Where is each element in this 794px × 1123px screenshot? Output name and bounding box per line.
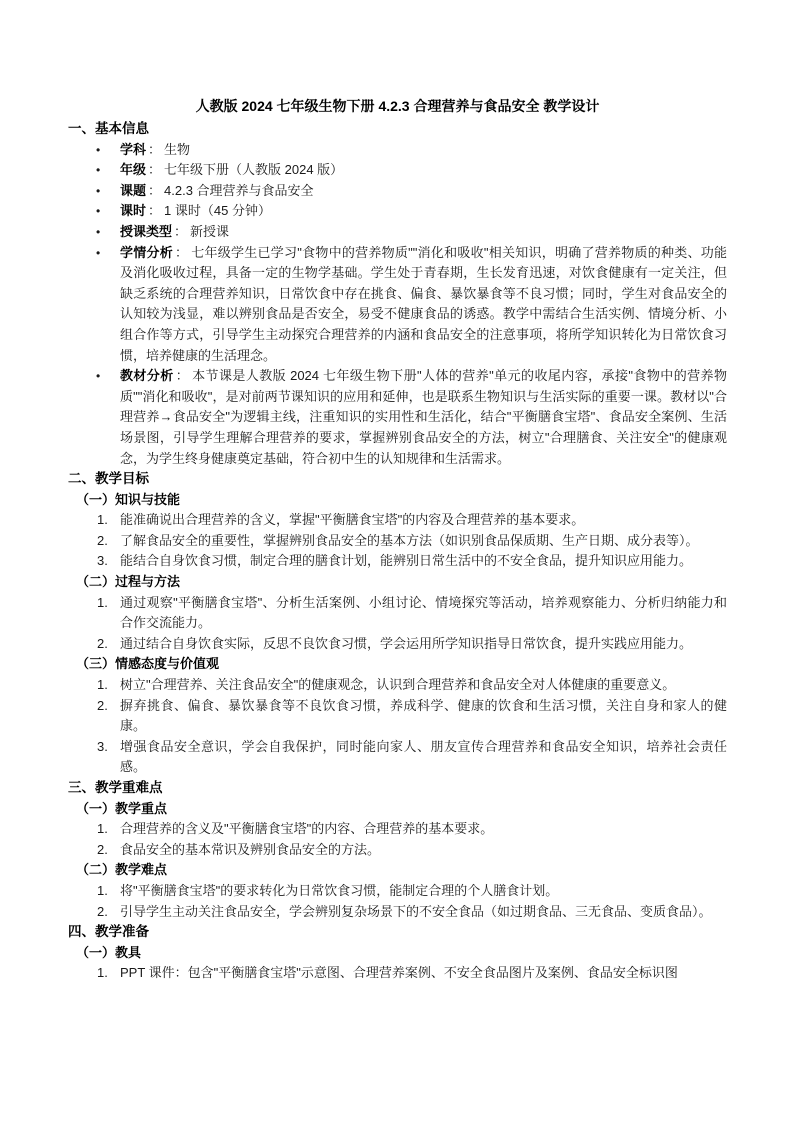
bullet-item-subject: [68, 140, 727, 161]
section-heading-objectives: 二、教学目标: [68, 471, 149, 487]
key-focus-list: [68, 819, 727, 860]
item-value: 1 课时（45 分钟）: [164, 203, 271, 219]
document-title: 人教版 2024 七年级生物下册 4.2.3 合理营养与食品安全 教学设计: [195, 98, 600, 114]
bullet-item-period: [68, 201, 727, 222]
numbered-item: [68, 675, 727, 696]
numbered-item: [68, 696, 727, 737]
numbered-item: [68, 963, 727, 984]
item-number: 2.: [97, 903, 108, 919]
item-number: 1.: [97, 965, 108, 981]
item-colon: ：: [174, 223, 188, 239]
section-heading-preparation: 四、教学准备: [68, 924, 149, 940]
difficulties-list: [68, 881, 727, 922]
process-methods-list: [68, 593, 727, 655]
numbered-item: [68, 902, 727, 923]
item-text: 能结合自身饮食习惯，制定合理的膳食计划，能辨别日常生活中的不安全食品，提升知识应用能力。: [120, 553, 693, 569]
subsection-heading-process-methods: （二）过程与方法: [76, 574, 181, 590]
item-number: 2.: [97, 532, 108, 548]
section-heading-key-points: 三、教学重难点: [68, 780, 163, 795]
item-label: 学科: [120, 141, 147, 157]
item-value: 本节课是人教版 2024 七年级生物下册"人体的营养"单元的收尾内容，承接"食物中的营养物质""消化和吸收"，是对前两节课知识的应用和延伸，也是联系生物知识与生活实际的重要一课。教材以"合理营养→食品安全"为逻辑主线，注重知识的实用性和生活化，结合"平衡膳食宝塔"、食品安全案例、生活场景图，引导学生理解合理营养的要求，掌握辨别食品安全的方法，树立"合理膳食、关注安全"的健康观念，为学生终身健康奠定基础，符合初中生的认知规律和生活需求。: [120, 368, 727, 466]
bullet-icon: •: [96, 142, 101, 157]
item-text: PPT 课件：包含"平衡膳食宝塔"示意图、合理营养案例、不安全食品图片及案例、食品安全标识图: [120, 965, 678, 981]
item-value: 新授课: [190, 223, 230, 239]
bullet-icon: •: [96, 183, 101, 198]
numbered-item: [68, 819, 727, 840]
bullet-item-grade: [68, 160, 727, 181]
item-text: 将"平衡膳食宝塔"的要求转化为日常饮食习惯，能制定合理的个人膳食计划。: [120, 882, 559, 898]
item-label: 年级: [120, 162, 147, 178]
item-label: 教材分析: [120, 368, 174, 384]
bullet-icon: •: [96, 204, 101, 219]
item-colon: ：: [148, 203, 162, 219]
bullet-icon: •: [96, 245, 101, 260]
item-number: 2.: [97, 697, 108, 713]
item-number: 1.: [97, 677, 108, 693]
item-text: 能准确说出合理营养的含义，掌握"平衡膳食宝塔"的内容及合理营养的基本要求。: [120, 512, 585, 528]
item-label: 授课类型: [120, 223, 173, 239]
bullet-item-lesson-type: [68, 222, 727, 243]
item-label: 课题: [120, 182, 147, 198]
numbered-item: [68, 840, 727, 861]
item-number: 2.: [97, 635, 108, 651]
item-text: 树立"合理营养、关注食品安全"的健康观念，认识到合理营养和食品安全对人体健康的重要意义。: [120, 677, 676, 693]
bullet-item-topic: [68, 181, 727, 202]
bullet-icon: •: [96, 224, 101, 239]
item-colon: ：: [175, 244, 189, 260]
item-number: 1.: [97, 512, 108, 528]
bullet-item-learner-analysis: [68, 243, 727, 367]
numbered-item: [68, 531, 727, 552]
item-label: 学情分析: [120, 244, 174, 260]
knowledge-skills-list: [68, 510, 727, 572]
teaching-aids-list: [68, 963, 727, 984]
numbered-item: [68, 510, 727, 531]
numbered-item: [68, 634, 727, 655]
subsection-heading-teaching-aids: （一）教具: [76, 944, 142, 960]
subsection-heading-difficulties: （二）教学难点: [76, 862, 168, 878]
bullet-icon: •: [96, 369, 101, 384]
numbered-item: [68, 593, 727, 634]
item-text: 合理营养的含义及"平衡膳食宝塔"的内容、合理营养的基本要求。: [120, 821, 494, 837]
item-number: 1.: [97, 594, 108, 610]
item-colon: ：: [148, 141, 162, 157]
bullet-item-material-analysis: [68, 366, 727, 469]
item-number: 3.: [97, 553, 108, 569]
item-text: 通过结合自身饮食实际，反思不良饮食习惯，学会运用所学知识指导日常饮食，提升实践应用能力。: [120, 635, 693, 651]
item-value: 七年级学生已学习"食物中的营养物质""消化和吸收"相关知识，明确了营养物质的种类、功能及消化吸收过程，具备一定的生物学基础。学生处于青春期，生长发育迅速，对饮食健康有一定关注，但缺乏系统的合理营养知识，日常饮食中存在挑食、偏食、暴饮暴食等不良习惯；同时，学生对食品安全的认知较为浅显，难以辨别食品是否安全，易受不健康食品的诱惑。教学中需结合生活实例、情境分析、小组合作等方式，引导学生主动探究合理营养的内涵和食品安全的注意事项，将所学知识转化为日常饮食习惯，培养健康的生活理念。: [120, 244, 727, 363]
item-colon: ：: [148, 162, 162, 178]
item-number: 2.: [97, 841, 108, 857]
item-value: 七年级下册（人教版 2024 版）: [164, 162, 344, 178]
values-list: [68, 675, 727, 778]
item-text: 摒弃挑食、偏食、暴饮暴食等不良饮食习惯，养成科学、健康的饮食和生活习惯，关注自身和家人的健康。: [120, 697, 727, 734]
item-colon: ：: [148, 182, 162, 198]
bullet-icon: •: [96, 163, 101, 178]
item-text: 引导学生主动关注食品安全，学会辨别复杂场景下的不安全食品（如过期食品、三无食品、变质食品）。: [120, 903, 712, 919]
subsection-heading-values: （三）情感态度与价值观: [76, 656, 220, 672]
numbered-item: [68, 551, 727, 572]
item-number: 3.: [97, 738, 108, 754]
section-heading-basic-info: 一、基本信息: [68, 121, 149, 136]
item-number: 1.: [97, 882, 108, 898]
item-value: 生物: [164, 141, 191, 157]
item-text: 食品安全的基本常识及辨别食品安全的方法。: [120, 841, 381, 857]
item-text: 通过观察"平衡膳食宝塔"、分析生活案例、小组讨论、情境探究等活动，培养观察能力、分析归纳能力和合作交流能力。: [120, 594, 727, 631]
item-text: 了解食品安全的重要性，掌握辨别食品安全的基本方法（如识别食品保质期、生产日期、成分表等）。: [120, 532, 699, 548]
subsection-heading-key-focus: （一）教学重点: [76, 800, 168, 816]
item-text: 增强食品安全意识，学会自我保护，同时能向家人、朋友宣传合理营养和食品安全知识，培养社会责任感。: [120, 738, 727, 775]
basic-info-list: [68, 140, 727, 470]
numbered-item: [68, 881, 727, 902]
numbered-item: [68, 737, 727, 778]
subsection-heading-knowledge-skills: （一）知识与技能: [76, 491, 181, 507]
item-label: 课时: [120, 203, 147, 219]
item-number: 1.: [97, 821, 108, 837]
item-value: 4.2.3 合理营养与食品安全: [164, 182, 314, 198]
item-colon: ：: [175, 368, 190, 384]
